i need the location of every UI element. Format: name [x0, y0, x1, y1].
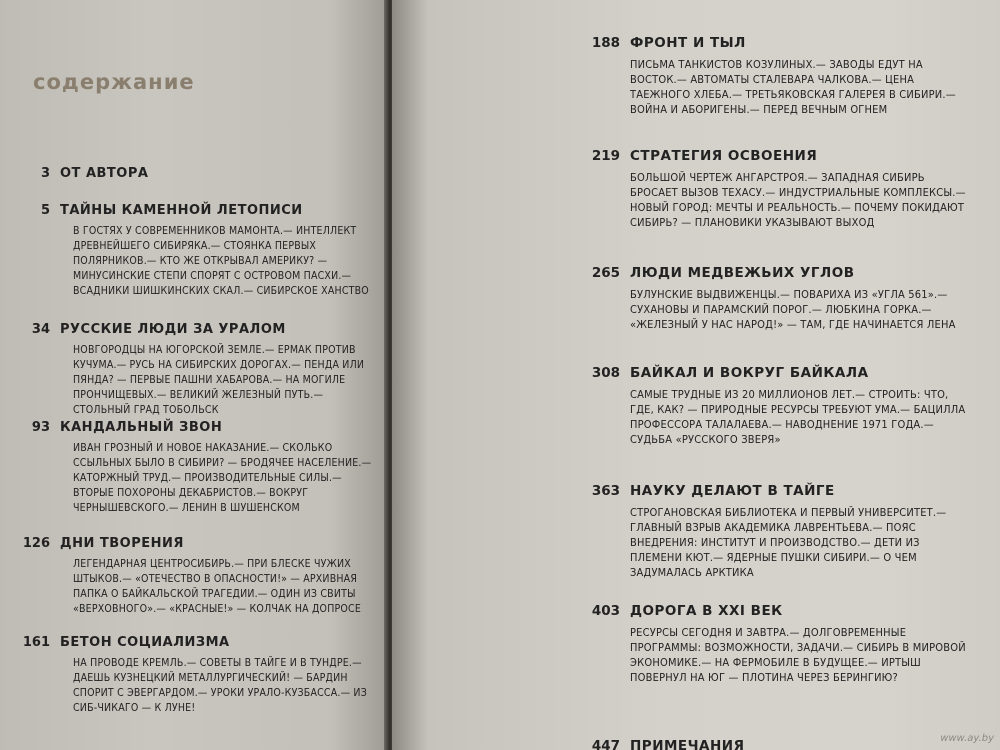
- page-number: 308: [591, 365, 620, 381]
- toc-heading: содержание: [33, 70, 195, 94]
- toc-entry: [566, 262, 970, 332]
- chapter-title: БЕТОН СОЦИАЛИЗМА: [60, 635, 230, 650]
- chapter-title: ДОРОГА В XXI ВЕК: [630, 603, 783, 619]
- toc-entry: [20, 162, 148, 181]
- page-number: 34: [31, 322, 50, 337]
- chapter-summary: ПИСЬМА ТАНКИСТОВ КОЗУЛИНЫХ.— ЗАВОДЫ ЕДУТ НА ВОСТОК.— АВТОМАТЫ СТАЛЕВАРА ЧАЛКОВА.— ЦЕНА ТАЕЖНОГО ХЛЕБА.— ТРЕТЬЯКОВСКАЯ ГАЛЕРЕЯ В СИБИРИ.— ВОЙНА И АБОРИГЕНЫ.— ПЕРЕД ВЕЧНЫМ ОГНЕМ: [630, 58, 956, 116]
- chapter-summary: В ГОСТЯХ У СОВРЕМЕННИКОВ МАМОНТА.— ИНТЕЛЛЕКТ ДРЕВНЕЙШЕГО СИБИРЯКА.— СТОЯНКА ПЕРВЫХ ПОЛЯРНИКОВ.— КТО ЖЕ ОТКРЫВАЛ АМЕРИКУ? — МИНУСИНСКИЕ СТЕПИ СПОРЯТ С ОСТРОВОМ ПАСХИ.— ВСАДНИКИ ШИШКИНСКИХ СКАЛ.— СИБИРСКОЕ ХАНСТВО: [73, 225, 369, 297]
- chapter-title: ТАЙНЫ КАМЕННОЙ ЛЕТОПИСИ: [60, 203, 303, 218]
- chapter-summary: НА ПРОВОДЕ КРЕМЛЬ.— СОВЕТЫ В ТАЙГЕ И В ТУНДРЕ.— ДАЕШЬ КУЗНЕЦКИЙ МЕТАЛЛУРГИЧЕСКИЙ! — БАРДИН СПОРИТ С ЭВЕРГАРДОМ.— УРОКИ УРАЛО-КУЗБАССА.— ИЗ СИБ-ЧИКАГО — К ЛУНЕ!: [73, 657, 367, 714]
- toc-entry: [20, 199, 383, 299]
- page-number: 161: [22, 635, 50, 650]
- page-number: 188: [591, 35, 620, 51]
- chapter-summary: ЛЕГЕНДАРНАЯ ЦЕНТРОСИБИРЬ.— ПРИ БЛЕСКЕ ЧУЖИХ ШТЫКОВ.— «ОТЕЧЕСТВО В ОПАСНОСТИ!» — АРХИВНАЯ ПАПКА О БАЙКАЛЬСКОЙ ТРАГЕДИИ.— ОДИН ИЗ СВИТЫ «ВЕРХОВНОГО».— «КРАСНЫЕ!» — КОЛЧАК НА ДОПРОСЕ: [73, 558, 361, 615]
- right-page: [392, 0, 1000, 750]
- toc-entry: [566, 600, 970, 685]
- chapter-summary: НОВГОРОДЦЫ НА ЮГОРСКОЙ ЗЕМЛЕ.— ЕРМАК ПРОТИВ КУЧУМА.— РУСЬ НА СИБИРСКИХ ДОРОГАХ.— ПЕНДА ИЛИ ПЯНДА? — ПЕРВЫЕ ПАШНИ ХАБАРОВА.— НА МОГИЛЕ ПРОНЧИЩЕВЫХ.— ВЕЛИКИЙ ЖЕЛЕЗНЫЙ ПУТЬ.— СТОЛЬНЫЙ ГРАД ТОБОЛЬСК: [73, 344, 365, 416]
- chapter-title: РУССКИЕ ЛЮДИ ЗА УРАЛОМ: [60, 322, 286, 337]
- chapter-summary: СТРОГАНОВСКАЯ БИБЛИОТЕКА И ПЕРВЫЙ УНИВЕРСИТЕТ.— ГЛАВНЫЙ ВЗРЫВ АКАДЕМИКА ЛАВРЕНТЬЕВА.— ПОЯС ВНЕДРЕНИЯ: ИНСТИТУТ И ПРОИЗВОДСТВО.— ДЕТИ ИЗ ПЛЕМЕНИ КЮТ.— ЯДЕРНЫЕ ПУШКИ СИБИРИ.— О ЧЕМ ЗАДУМАЛАСЬ АРКТИКА: [630, 506, 947, 579]
- chapter-summary: БОЛЬШОЙ ЧЕРТЕЖ АНГАРСТРОЯ.— ЗАПАДНАЯ СИБИРЬ БРОСАЕТ ВЫЗОВ ТЕХАСУ.— ИНДУСТРИАЛЬНЫЕ КОМПЛЕКСЫ.— НОВЫЙ ГОРОД: МЕЧТЫ И РЕАЛЬНОСТЬ.— ПОЧЕМУ ПОКИДАЮТ СИБИРЬ? — ПЛАНОВИКИ УКАЗЫВАЮТ ВЫХОД: [630, 171, 966, 229]
- chapter-title: СТРАТЕГИЯ ОСВОЕНИЯ: [630, 148, 818, 164]
- toc-entry: [20, 532, 383, 617]
- page-number: 126: [22, 536, 50, 551]
- chapter-title: ЛЮДИ МЕДВЕЖЬИХ УГЛОВ: [630, 265, 855, 281]
- page-number: 447: [591, 738, 620, 750]
- chapter-summary: САМЫЕ ТРУДНЫЕ ИЗ 20 МИЛЛИОНОВ ЛЕТ.— СТРОИТЬ: ЧТО, ГДЕ, КАК? — ПРИРОДНЫЕ РЕСУРСЫ ТРЕБУЮТ УМА.— БАЦИЛЛА ПРОФЕССОРА ТАЛАЛАЕВА.— НАВОДНЕНИЕ 1971 ГОДА.— СУДЬБА «РУССКОГО ЗВЕРЯ»: [630, 388, 966, 446]
- toc-entry: [20, 318, 383, 418]
- chapter-title: ФРОНТ И ТЫЛ: [630, 35, 746, 51]
- page-number: 265: [591, 265, 620, 281]
- left-page: [0, 0, 388, 750]
- toc-entry: [20, 631, 383, 716]
- page-number: 5: [40, 203, 50, 218]
- chapter-summary: БУЛУНСКИЕ ВЫДВИЖЕНЦЫ.— ПОВАРИХА ИЗ «УГЛА 561».— СУХАНОВЫ И ПАРАМСКИЙ ПОРОГ.— ЛЮБКИНА ГОРКА.— «ЖЕЛЕЗНЫЙ У НАС НАРОД!» — ТАМ, ГДЕ НАЧИНАЕТСЯ ЛЕНА: [630, 288, 956, 331]
- toc-entry: [20, 416, 383, 516]
- chapter-title: НАУКУ ДЕЛАЮТ В ТАЙГЕ: [630, 483, 835, 499]
- page-number: 219: [591, 148, 620, 164]
- chapter-title: БАЙКАЛ И ВОКРУГ БАЙКАЛА: [630, 365, 869, 381]
- toc-entry: [566, 32, 970, 117]
- page-number: 93: [31, 420, 50, 435]
- toc-entry: [566, 735, 745, 750]
- chapter-summary: ИВАН ГРОЗНЫЙ И НОВОЕ НАКАЗАНИЕ.— СКОЛЬКО ССЫЛЬНЫХ БЫЛО В СИБИРИ? — БРОДЯЧЕЕ НАСЕЛЕНИЕ.— КАТОРЖНЫЙ ТРУД.— ПРОИЗВОДИТЕЛЬНЫЕ СИЛЫ.— ВТОРЫЕ ПОХОРОНЫ ДЕКАБРИСТОВ.— ВОКРУГ ЧЕРНЫШЕВСКОГО.— ЛЕНИН В ШУШЕНСКОМ: [73, 442, 372, 514]
- page-number: 403: [591, 603, 620, 619]
- chapter-title: ДНИ ТВОРЕНИЯ: [60, 536, 184, 551]
- watermark: www.ay.by: [940, 733, 994, 744]
- chapter-title: ПРИМЕЧАНИЯ: [630, 738, 745, 750]
- page-number: 363: [591, 483, 620, 499]
- chapter-title: ОТ АВТОРА: [60, 166, 149, 181]
- chapter-title: КАНДАЛЬНЫЙ ЗВОН: [60, 420, 223, 435]
- toc-entry: [566, 480, 970, 580]
- chapter-summary: РЕСУРСЫ СЕГОДНЯ И ЗАВТРА.— ДОЛГОВРЕМЕННЫЕ ПРОГРАММЫ: ВОЗМОЖНОСТИ, ЗАДАЧИ.— СИБИРЬ В МИРОВОЙ ЭКОНОМИКЕ.— НА ФЕРМОБИЛЕ В БУДУЩЕЕ.— ИРТЫШ ПОВЕРНУЛ НА ЮГ — ПЛОТИНА ЧЕРЕЗ БЕРИНГИЮ?: [630, 626, 966, 684]
- toc-entry: [566, 362, 970, 447]
- page-number: 3: [40, 166, 50, 181]
- toc-entry: [566, 145, 970, 230]
